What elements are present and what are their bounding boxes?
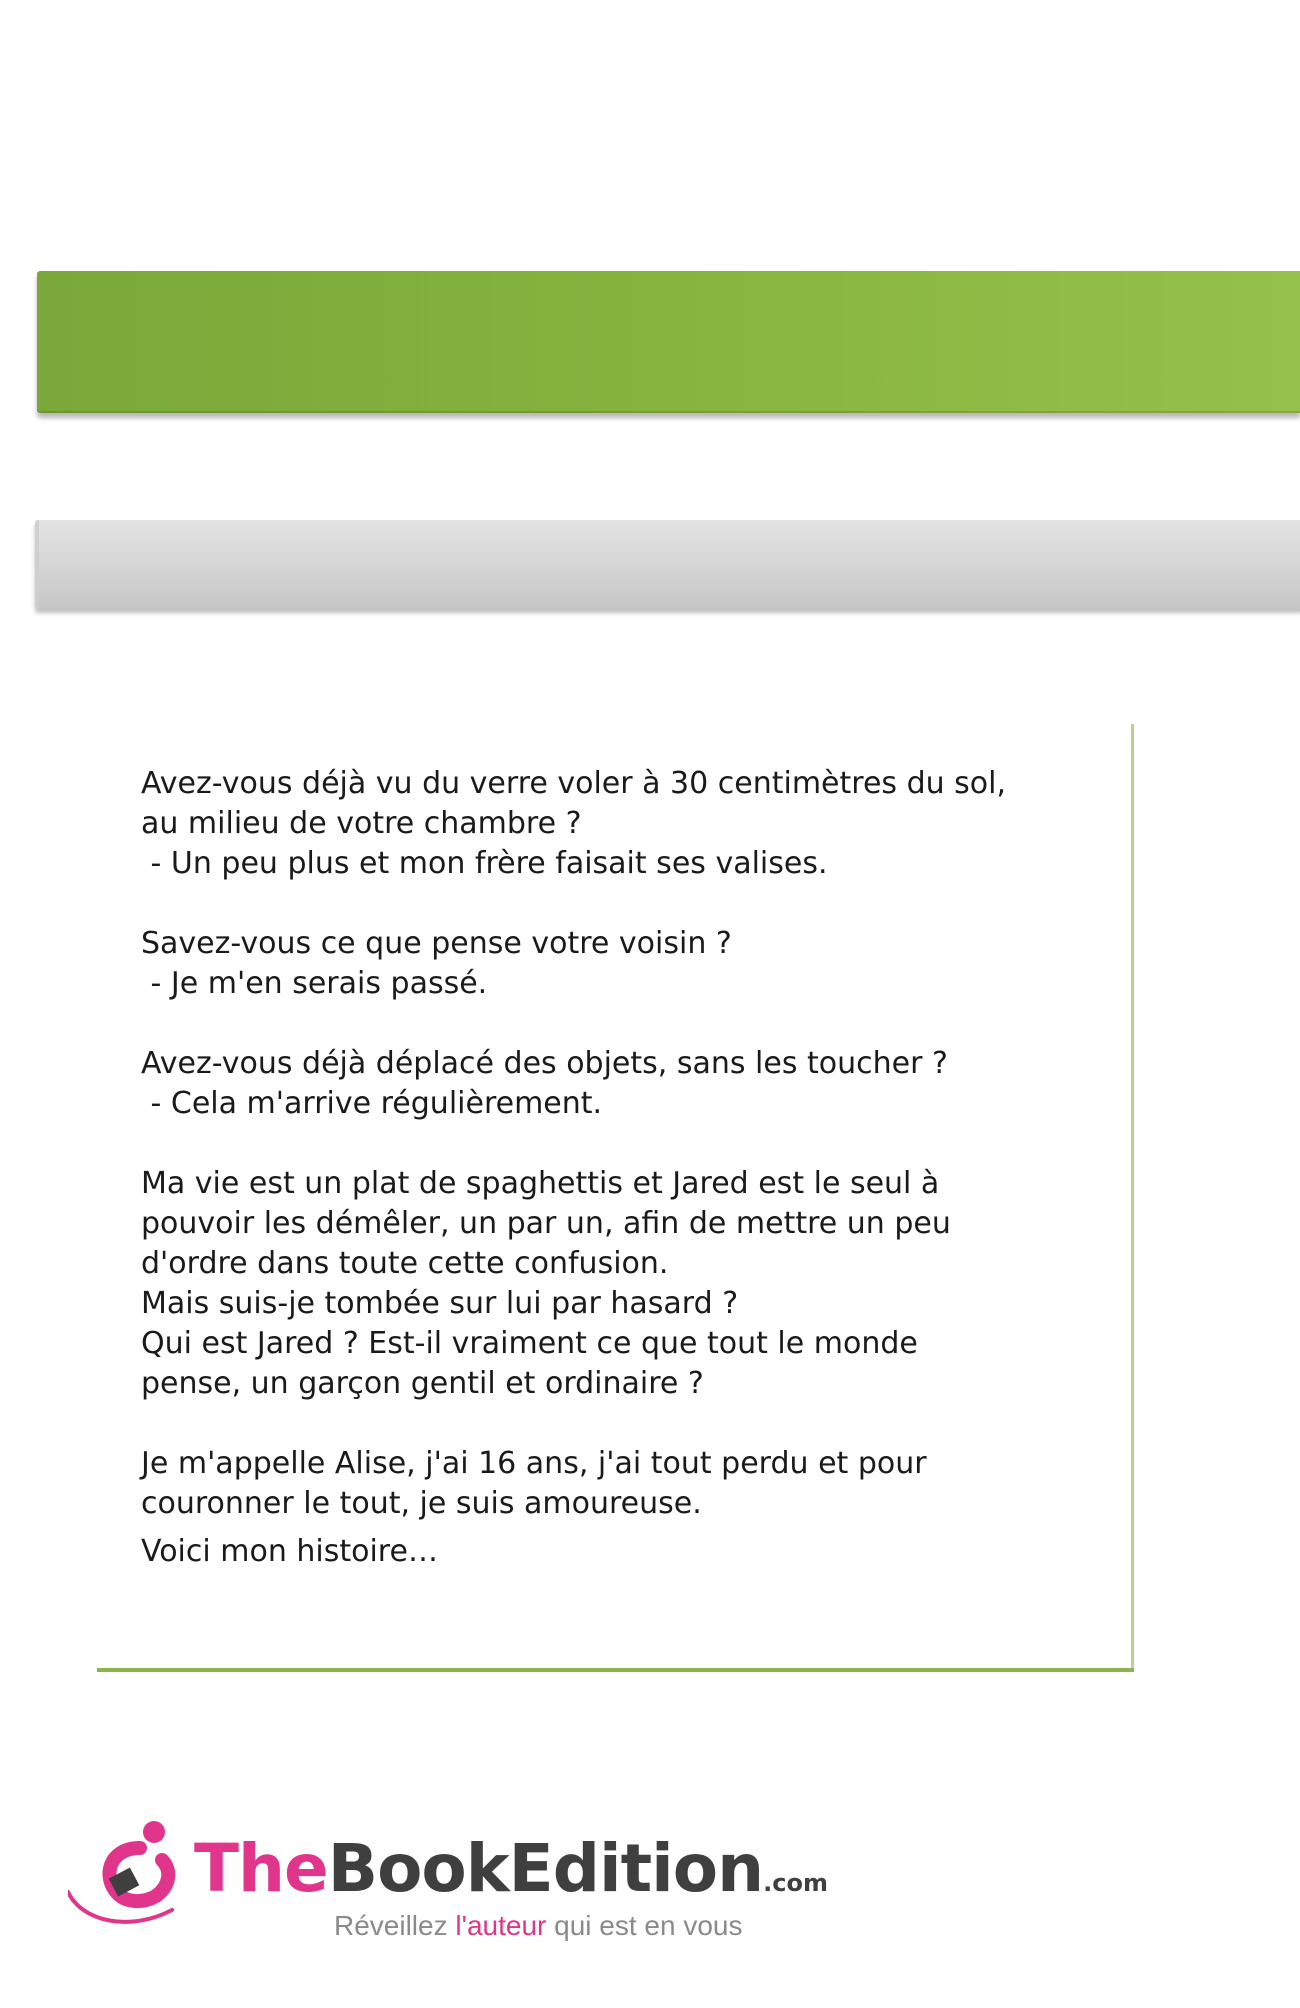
wordmark-the: The: [194, 1830, 328, 1907]
blurb-line: couronner le tout, je suis amoureuse.: [141, 1486, 702, 1521]
subtitle-band-grey: [35, 520, 1300, 609]
author-figure-icon: [68, 1814, 188, 1934]
blurb-line: Savez-vous ce que pense votre voisin ?: [141, 926, 732, 961]
blurb-line: Mais suis-je tombée sur lui par hasard ?: [141, 1286, 739, 1321]
blurb-line: - Un peu plus et mon frère faisait ses valises.: [141, 846, 828, 881]
back-cover-blurb: [141, 764, 1121, 1612]
blurb-line: pouvoir les démêler, un par un, afin de mettre un peu: [141, 1206, 951, 1241]
blurb-line: - Je m'en serais passé.: [141, 966, 488, 1001]
frame-right-border: [1131, 724, 1134, 1672]
blurb-paragraph-1: [141, 764, 1121, 884]
blurb-line: Ma vie est un plat de spaghettis et Jared est le seul à: [141, 1166, 940, 1201]
tagline-end: qui est en vous: [546, 1910, 743, 1941]
title-band-green: [37, 271, 1300, 413]
blurb-paragraph-5: [141, 1444, 1121, 1524]
wordmark-domain: .com: [763, 1869, 828, 1897]
blurb-line: Avez-vous déjà déplacé des objets, sans les toucher ?: [141, 1046, 948, 1081]
blurb-paragraph-6: [141, 1532, 1121, 1572]
publisher-tagline: [334, 1910, 742, 1942]
tagline-start: Réveillez: [334, 1910, 456, 1941]
blurb-line: Avez-vous déjà vu du verre voler à 30 centimètres du sol,: [141, 766, 1007, 801]
blurb-line: Je m'appelle Alise, j'ai 16 ans, j'ai tout perdu et pour: [141, 1446, 927, 1481]
blurb-line: d'ordre dans toute cette confusion.: [141, 1246, 669, 1281]
frame-bottom-border: [97, 1668, 1134, 1672]
wordmark-bookedition: BookEdition: [327, 1830, 764, 1907]
publisher-wordmark: [194, 1830, 828, 1907]
blurb-paragraph-4: [141, 1164, 1121, 1404]
blurb-line: Voici mon histoire…: [141, 1534, 438, 1569]
blurb-line: pense, un garçon gentil et ordinaire ?: [141, 1366, 704, 1401]
blurb-line: - Cela m'arrive régulièrement.: [141, 1086, 603, 1121]
blurb-line: Qui est Jared ? Est-il vraiment ce que tout le monde: [141, 1326, 918, 1361]
blurb-paragraph-2: [141, 924, 1121, 1004]
blurb-paragraph-3: [141, 1044, 1121, 1124]
blurb-line: au milieu de votre chambre ?: [141, 806, 582, 841]
tagline-accent: l'auteur: [455, 1910, 547, 1941]
publisher-logo: [68, 1814, 868, 1964]
